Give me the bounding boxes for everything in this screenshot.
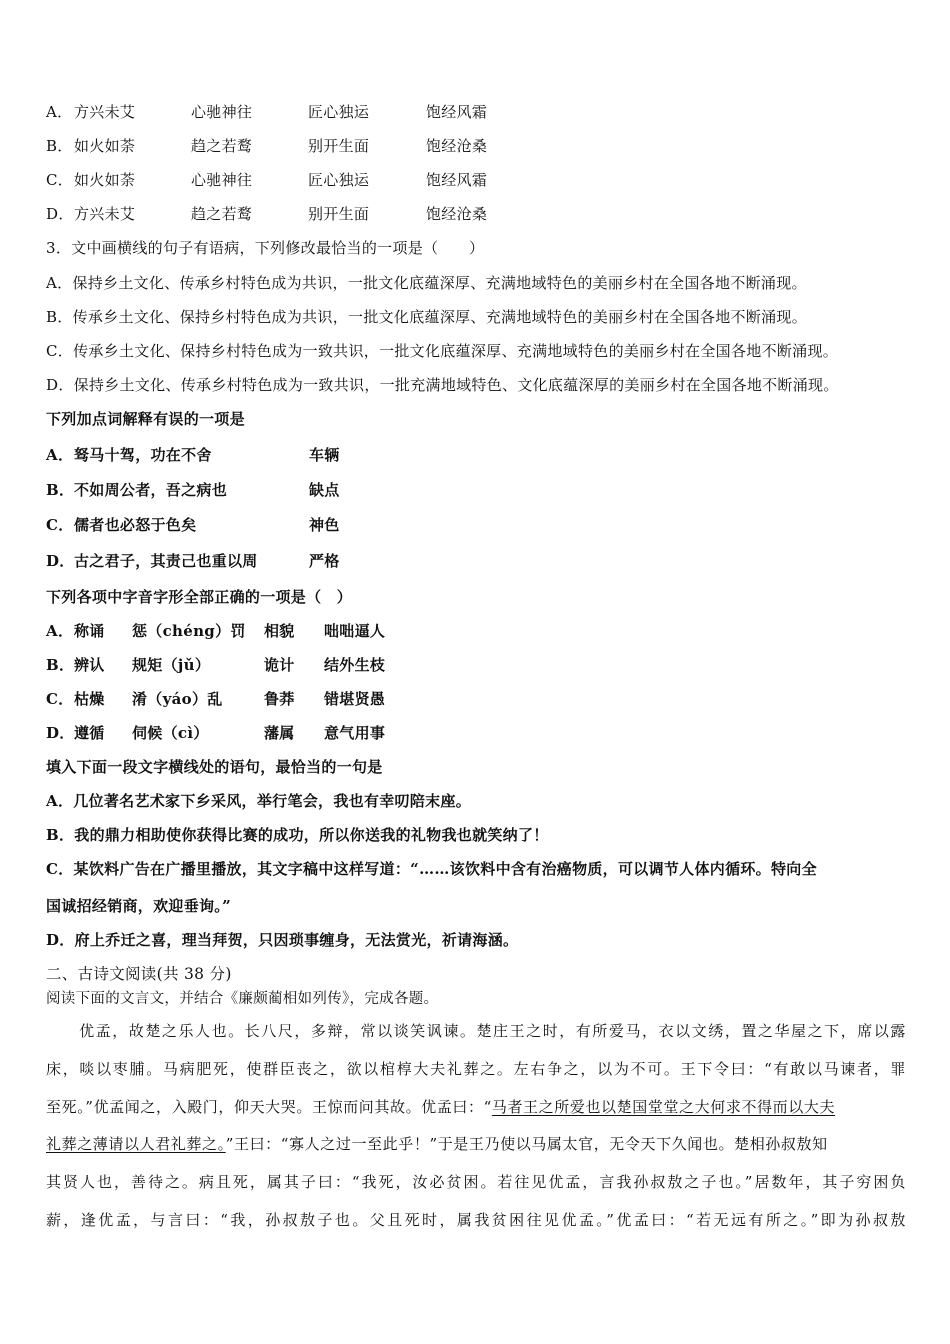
word: 诡计 (264, 656, 295, 674)
passage-text: 至死。”优孟闻之，入殿门，仰天大哭。王惊而问其故。优孟曰：“ (46, 1098, 492, 1116)
q6-option-c: C．某饮料广告在广播里播放，其文字稿中这样写道：“……该饮料中含有治癌物质，可以调节人体内循环。特向全 (46, 860, 817, 878)
word: 淆（yáo）乱 (132, 690, 223, 708)
word: 别开生面 (308, 137, 370, 155)
option-label: C． (46, 516, 74, 534)
word: 趋之若鹜 (191, 137, 253, 155)
word: 饱经沧桑 (426, 205, 488, 223)
q3-option-d: D．保持乡土文化、传承乡村特色成为一致共识，一批充满地域特色、文化底蕴深厚的美丽乡村在全国各地不断涌现。 (46, 376, 839, 394)
q3-option-b: B．传承乡土文化、保持乡村特色成为共识，一批文化底蕴深厚、充满地域特色的美丽乡村在全国各地不断涌现。 (46, 308, 808, 326)
word: 遵循 (74, 724, 105, 742)
q4-option-a (46, 445, 340, 465)
word: 饱经风霜 (426, 171, 488, 189)
option-label: A． (46, 622, 74, 640)
passage-line-6: 薪，逢优孟，与言曰：“我，孙叔敖子也。父且死时，属我贫困往见优孟。”优孟曰：“若无远有所之。”即为孙叔敖 (46, 1211, 906, 1229)
option-label: B． (46, 481, 75, 499)
option-label: B． (46, 137, 73, 155)
word: 别开生面 (308, 205, 370, 223)
word: 方兴未艾 (74, 205, 136, 223)
option-label: A． (46, 103, 73, 121)
word: 如火如荼 (74, 171, 136, 189)
q5-stem: 下列各项中字音字形全部正确的一项是（ ） (46, 588, 353, 606)
q5-option-b (46, 655, 385, 675)
underlined-sentence: 礼葬之薄请以人君礼葬之。 (46, 1135, 226, 1153)
option-label: D． (46, 552, 75, 570)
word: 结外生枝 (324, 656, 386, 674)
option-label: C． (46, 690, 74, 708)
word: 咄咄逼人 (324, 622, 386, 640)
q4-option-c (46, 515, 340, 535)
q4-option-b (46, 480, 340, 500)
word: 称诵 (74, 622, 105, 640)
word: 相貌 (264, 622, 295, 640)
section-intro: 阅读下面的文言文，并结合《廉颇蔺相如列传》，完成各题。 (46, 991, 439, 1007)
section-title: 二、古诗文阅读(共 38 分) (46, 965, 232, 983)
word: 心驰神往 (191, 171, 253, 189)
option-label: D． (46, 205, 74, 223)
option-meaning: 神色 (309, 516, 340, 534)
option-text: 不如周公者，吾之病也 (74, 481, 228, 499)
word: 匠心独运 (308, 171, 370, 189)
word: 心驰神往 (191, 103, 253, 121)
q6-option-c-cont: 国诚招经销商，欢迎垂询。” (46, 897, 232, 915)
q3-option-a: A．保持乡土文化、传承乡村特色成为共识，一批文化底蕴深厚、充满地域特色的美丽乡村在全国各地不断涌现。 (46, 274, 807, 292)
option-meaning: 车辆 (309, 446, 340, 464)
option-meaning: 缺点 (309, 481, 340, 499)
word: 藩属 (264, 724, 295, 742)
option-text: 驽马十驾，功在不舍 (74, 446, 212, 464)
word: 趋之若鹜 (191, 205, 253, 223)
word: 如火如荼 (74, 137, 136, 155)
passage-line-1: 优孟，故楚之乐人也。长八尺，多辩，常以谈笑讽谏。楚庄王之时，有所爱马，衣以文绣，置之华屋之下，席以露 (46, 1022, 906, 1040)
option-label: C． (46, 171, 74, 189)
underlined-sentence: 马者王之所爱也以楚国堂堂之大何求不得而以大夫 (491, 1098, 836, 1116)
q2-option-c (46, 170, 487, 190)
passage-line-3 (46, 1097, 835, 1117)
option-label: B． (46, 656, 75, 674)
word: 辨认 (74, 656, 105, 674)
q2-option-d (46, 204, 487, 224)
q2-option-a (46, 102, 487, 122)
q6-option-a: A．几位著名艺术家下乡采风，举行笔会，我也有幸叨陪末座。 (46, 792, 472, 810)
word: 饱经沧桑 (426, 137, 488, 155)
option-text: 儒者也必怒于色矣 (74, 516, 197, 534)
passage-text: ”王曰：“寡人之过一至此乎！”于是王乃使以马属太官，无令天下久闻也。楚相孙叔敖知 (225, 1135, 828, 1153)
q6-option-d: D．府上乔迁之喜，理当拜贺，只因琐事缠身，无法赏光，祈请海涵。 (46, 931, 519, 949)
word: 伺候（cì） (132, 724, 209, 742)
passage-line-2: 床，啖以枣脯。马病肥死，使群臣丧之，欲以棺椁大夫礼葬之。左右争之，以为不可。王下令曰：“有敢以马谏者，罪 (46, 1060, 906, 1078)
word: 饱经风霜 (426, 103, 488, 121)
word: 错堪贤愚 (324, 690, 386, 708)
word: 枯燥 (74, 690, 105, 708)
q5-option-c (46, 689, 385, 709)
word: 惩（chéng）罚 (132, 622, 246, 640)
word: 规矩（jǔ） (132, 656, 211, 674)
option-label: A． (46, 446, 74, 464)
word: 鲁莽 (264, 690, 295, 708)
option-label: D． (46, 724, 75, 742)
word: 意气用事 (324, 724, 386, 742)
passage-line-5: 其贤人也，善待之。病且死，属其子曰：“我死，汝必贫困。若往见优孟，言我孙叔敖之子也。”居数年，其子穷困负 (46, 1173, 906, 1191)
q2-option-b (46, 136, 487, 156)
q5-option-d (46, 723, 385, 743)
word: 匠心独运 (308, 103, 370, 121)
q4-stem: 下列加点词解释有误的一项是 (46, 410, 245, 428)
word: 方兴未艾 (74, 103, 136, 121)
option-text: 古之君子，其责己也重以周 (74, 552, 258, 570)
q5-option-a (46, 621, 385, 641)
passage-line-4 (46, 1134, 828, 1154)
q4-option-d (46, 551, 340, 571)
q6-option-b: B．我的鼎力相助使你获得比赛的成功，所以你送我的礼物我也就笑纳了！ (46, 826, 549, 844)
q3-option-c: C．传承乡土文化、保持乡村特色成为一致共识，一批文化底蕴深厚、充满地域特色的美丽乡村在全国各地不断涌现。 (46, 342, 839, 360)
option-meaning: 严格 (309, 552, 340, 570)
q3-stem: 3．文中画横线的句子有语病，下列修改最恰当的一项是（ ） (46, 239, 485, 257)
q6-stem: 填入下面一段文字横线处的语句，最恰当的一句是 (46, 758, 383, 776)
